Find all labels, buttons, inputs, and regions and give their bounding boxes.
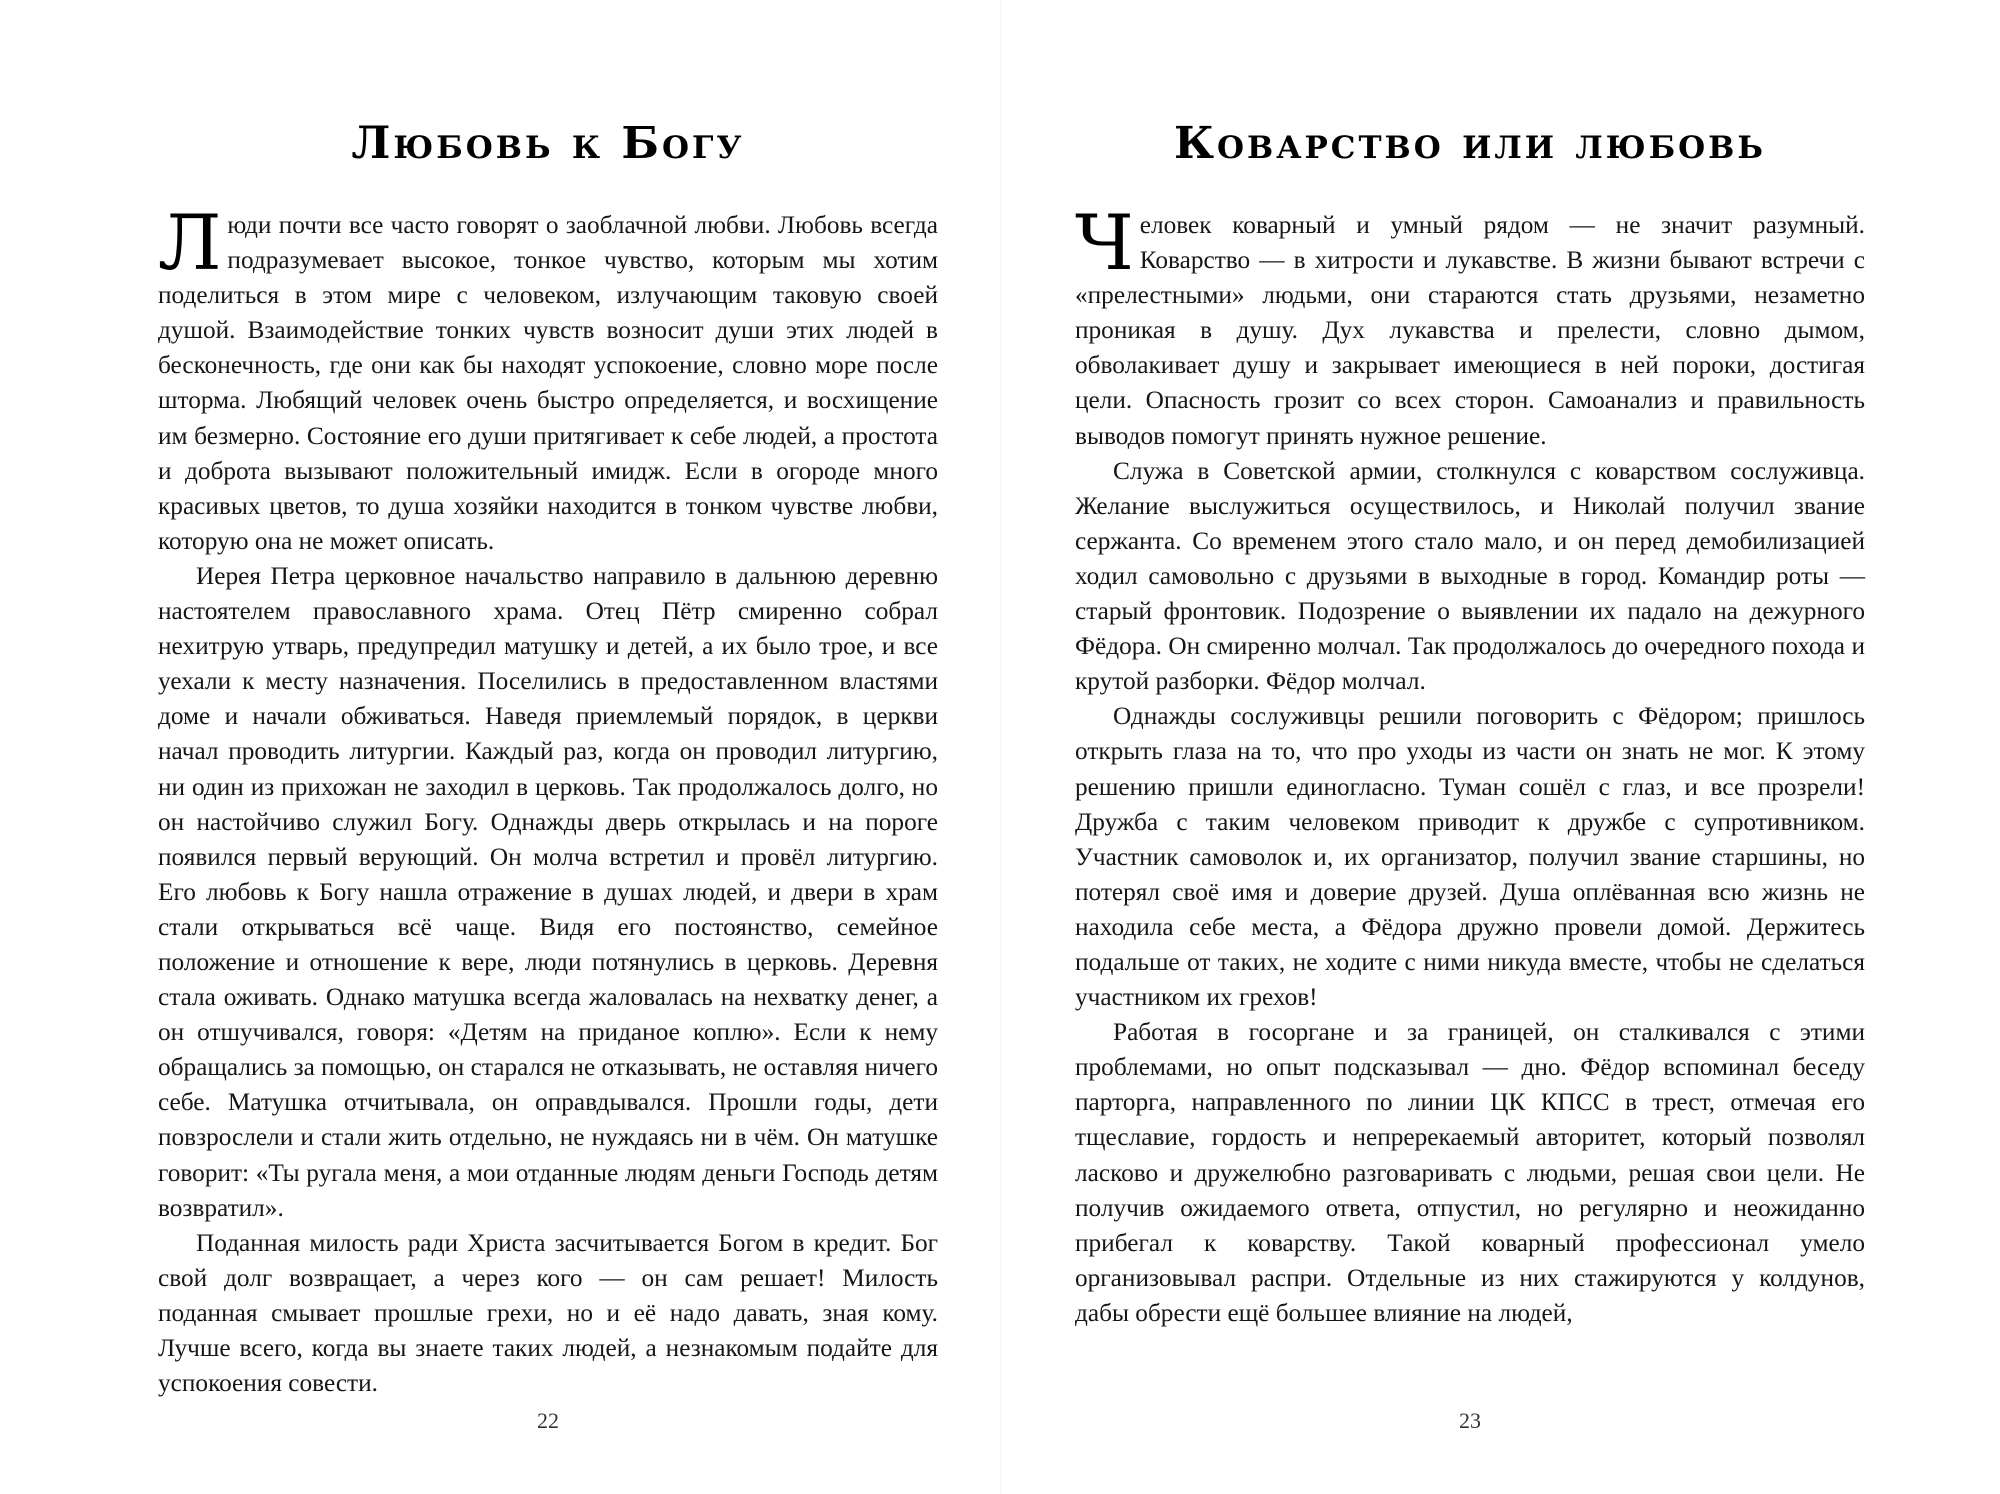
paragraph-text: юди почти все часто говорят о заоблачной любви. Любовь всегда подразумевает высокое, тонкое чувство, которым мы хотим поделиться в этом мире с человеком, излучающим таковую своей душой. Взаимодействие тонких чувств возносит души этих людей в бесконечность, где они как бы находят успокоение, словно море после шторма. Любящий человек очень быстро определяется, и восхищение им безмерно. Состояние его души притягивает к себе людей, а простота и доброта вызывают положительный имидж. Если в огороде много красивых цветов, то душа хозяйки находится в тонком чувстве любви, которую она не может описать.	[158, 211, 938, 555]
drop-cap: Ч	[1075, 198, 1134, 287]
page-number: 22	[537, 1408, 559, 1433]
paragraph	[158, 198, 938, 559]
left-page	[158, 0, 938, 1494]
page-title: Коварство или любовь	[1174, 118, 1766, 169]
paragraph: Поданная милость ради Христа засчитывается Богом в кредит. Бог свой долг возвращает, а через кого — он сам решает! Милость поданная смывает прошлые грехи, но и её надо давать, зная кому. Лучше всего, когда вы знаете таких людей, а незнакомым подайте для успокоения совести.	[158, 1228, 938, 1398]
paragraph: Однажды сослуживцы решили поговорить с Фёдором; пришлось открыть глаза на то, что про уходы из части он знать не мог. К этому решению пришли единогласно. Туман сошёл с глаз, и все прозрели! Дружба с таким человеком приводит к дружбе с супротивником. Участник самоволок и, их организатор, получил звание старшины, но потерял своё имя и доверие друзей. Душа оплёванная всю жизнь не находила себе места, а Фёдора дружно провели домой. Держитесь подальше от таких, не ходите с ними никуда вместе, чтобы не сделаться участником их грехов!	[1075, 702, 1865, 1012]
page-number: 23	[1459, 1408, 1481, 1433]
paragraph: Служа в Советской армии, столкнулся с коварством сослуживца. Желание выслужиться осуществилось, и Николай получил звание сержанта. Со временем этого стало мало, и он перед демобилизацией ходил самовольно с друзьями в выходные в город. Командир роты — старый фронтовик. Подозрение о выявлении их падало на дежурного Фёдора. Он смиренно молчал. Так продолжалось до очередного похода и крутой разборки. Фёдор молчал.	[1075, 456, 1865, 696]
paragraph	[1075, 198, 1865, 454]
right-page	[1075, 0, 1865, 1494]
article-body	[158, 198, 938, 1401]
paragraph-text: еловек коварный и умный рядом — не значит разумный. Коварство — в хитрости и лукавстве. В жизни бывают встречи с «прелестными» людьми, они стараются стать друзьями, незаметно проникая в душу. Дух лукавства и прелести, словно дымом, обволакивает душу и закрывает имеющиеся в ней пороки, достигая цели. Опасность грозит со всех сторон. Самоанализ и правильность выводов помогут принять нужное решение.	[1075, 211, 1865, 450]
book-spine	[1000, 0, 1002, 1494]
paragraph: Иерея Петра церковное начальство направило в дальнюю деревню настоятелем православного храма. Отец Пётр смиренно собрал нехитрую утварь, предупредил матушку и детей, а их было трое, и все уехали к месту назначения. Поселились в предоставленном властями доме и начали обживаться. Наведя приемлемый порядок, в церкви начал проводить литургии. Каждый раз, когда он проводил литургию, ни один из прихожан не заходил в церковь. Так продолжалось долго, но он настойчиво служил Богу. Однажды дверь открылась и на пороге появился первый верующий. Он молча встретил и провёл литургию. Его любовь к Богу нашла отражение в душах людей, и двери в храм стали открываться всё чаще. Видя его постоянство, семейное положение и отношение к вере, люди потянулись в церковь. Деревня стала оживать. Однако матушка всегда жаловалась на нехватку денег, а он отшучивался, говоря: «Детям на приданое коплю». Если к нему обращались за помощью, он старался не отказывать, не оставляя ничего себе. Матушка отчитывала, он оправдывался. Прошли годы, дети повзрослели и стали жить отдельно, не нуждаясь ни в чём. Он матушке говорит: «Ты ругала меня, а мои отданные людям деньги Господь детям возвратил».	[158, 561, 938, 1222]
paragraph: Работая в госоргане и за границей, он сталкивался с этими проблемами, но опыт подсказывал — дно. Фёдор вспоминал беседу парторга, направленного по линии ЦК КПСС в трест, отмечая его тщеславие, гордость и непререкаемый авторитет, который позволял ласково и дружелюбно разговаривать с людьми, решая свои цели. Не получив ожидаемого ответа, отпустил, но регулярно и неожиданно прибегал к коварству. Такой коварный профессионал умело организовывал распри. Отдельные из них стажируются у колдунов, дабы обрести ещё большее влияние на людей,	[1075, 1018, 1865, 1327]
page-title: Любовь к Богу	[351, 118, 745, 169]
drop-cap: Л	[158, 198, 222, 287]
article-body	[1075, 198, 1865, 1331]
